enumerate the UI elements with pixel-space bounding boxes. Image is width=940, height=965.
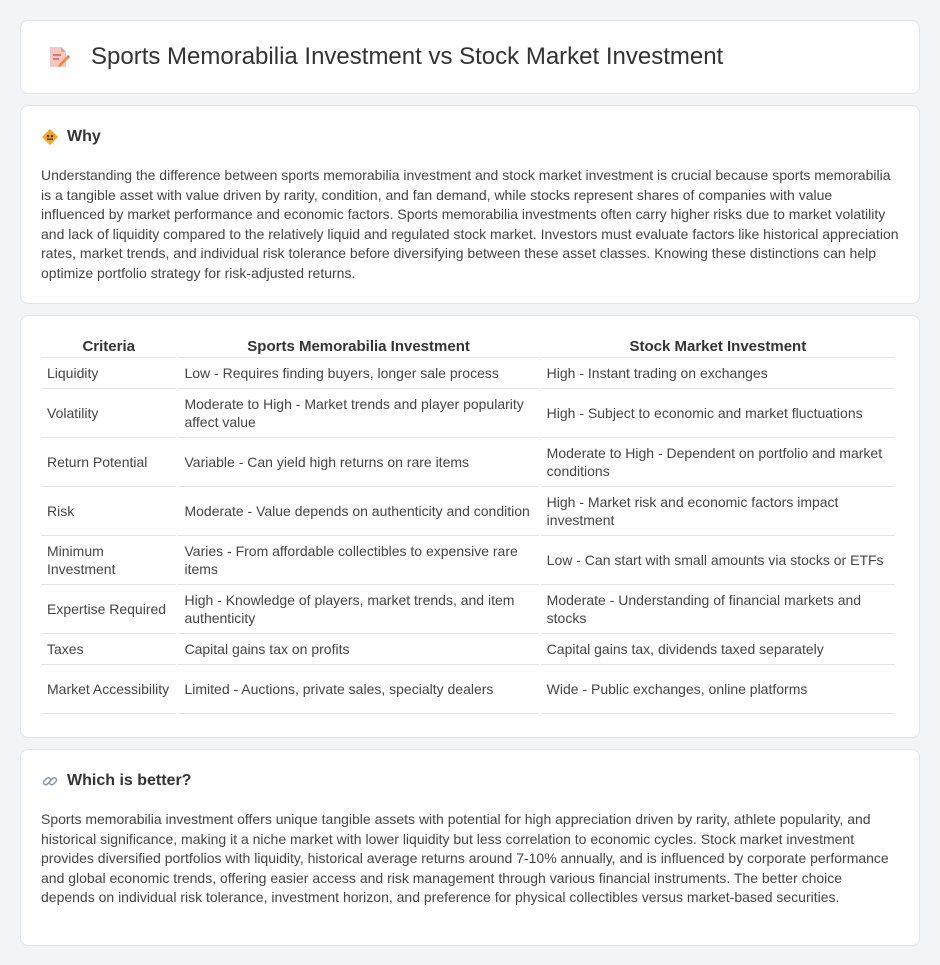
table-row: [41, 634, 895, 665]
why-heading: Why: [67, 128, 101, 145]
table-cell: Moderate to High - Dependent on portfolio and market conditions: [541, 438, 895, 487]
table-cell: Varies - From affordable collectibles to expensive rare items: [178, 536, 538, 585]
table-cell: Limited - Auctions, private sales, specialty dealers: [178, 665, 538, 714]
page-title: Sports Memorabilia Investment vs Stock Market Investment: [91, 43, 724, 70]
table-cell: Wide - Public exchanges, online platforms: [541, 665, 895, 714]
table-row: [41, 487, 895, 536]
table-cell: High - Market risk and economic factors impact investment: [541, 487, 895, 536]
why-section: [20, 105, 920, 304]
table-cell: High - Knowledge of players, market trends, and item authenticity: [178, 585, 538, 634]
which-is-better-heading: Which is better?: [67, 772, 192, 789]
table-cell: Moderate to High - Market trends and player popularity affect value: [178, 389, 538, 438]
table-cell: Capital gains tax, dividends taxed separately: [541, 634, 895, 665]
table-cell: Moderate - Value depends on authenticity and condition: [178, 487, 538, 536]
which-is-better-text: Sports memorabilia investment offers unique tangible assets with potential for high appreciation driven by rarity, athlete popularity, and historical significance, making it a niche market with lower liquidity but less correlation to economic cycles. Stock market investment provides diversified portfolios with liquidity, historical average returns around 7-10% annually, and is influenced by corporate performance and global economic trends, offering easier access and risk management through various financial instruments. The better choice depends on individual risk tolerance, investment horizon, and preference for physical collectibles versus market-based securities.: [41, 811, 889, 905]
table-cell: Volatility: [41, 389, 176, 438]
table-cell: Minimum Investment: [41, 536, 176, 585]
table-cell: Low - Can start with small amounts via stocks or ETFs: [541, 536, 895, 585]
link-icon: [41, 772, 59, 790]
column-header-stock: Stock Market Investment: [541, 336, 895, 358]
table-row: [41, 438, 895, 487]
document-pencil-icon: [45, 44, 71, 70]
table-cell: Low - Requires finding buyers, longer sale process: [178, 358, 538, 389]
table-cell: High - Instant trading on exchanges: [541, 358, 895, 389]
table-cell: Capital gains tax on profits: [178, 634, 538, 665]
which-is-better-section: [20, 749, 920, 946]
table-cell: Market Accessibility: [41, 665, 176, 714]
table-cell: Taxes: [41, 634, 176, 665]
comparison-table: [39, 336, 897, 714]
column-header-criteria: Criteria: [41, 336, 176, 358]
table-row: [41, 585, 895, 634]
table-cell: Return Potential: [41, 438, 176, 487]
table-row: [41, 665, 895, 714]
table-row: [41, 358, 895, 389]
table-cell: High - Subject to economic and market fluctuations: [541, 389, 895, 438]
table-row: [41, 389, 895, 438]
comparison-table-card: [20, 315, 920, 738]
title-card: [20, 20, 920, 94]
table-cell: Expertise Required: [41, 585, 176, 634]
table-cell: Moderate - Understanding of financial markets and stocks: [541, 585, 895, 634]
diamond-sign-icon: [41, 128, 59, 146]
table-cell: Liquidity: [41, 358, 176, 389]
table-cell: Risk: [41, 487, 176, 536]
why-text: Understanding the difference between sports memorabilia investment and stock market investment is crucial because sports memorabilia is a tangible asset with value driven by rarity, condition, and fan demand, while stocks represent shares of companies with value influenced by market performance and economic factors. Sports memorabilia investments often carry higher risks due to market volatility and lack of liquidity compared to the relatively liquid and regulated stock market. Investors must evaluate factors like historical appreciation rates, market trends, and individual risk tolerance before diversifying between these asset classes. Knowing these distinctions can help optimize portfolio strategy for risk-adjusted returns.: [41, 167, 899, 281]
table-row: [41, 536, 895, 585]
column-header-memorabilia: Sports Memorabilia Investment: [178, 336, 538, 358]
table-cell: Variable - Can yield high returns on rare items: [178, 438, 538, 487]
